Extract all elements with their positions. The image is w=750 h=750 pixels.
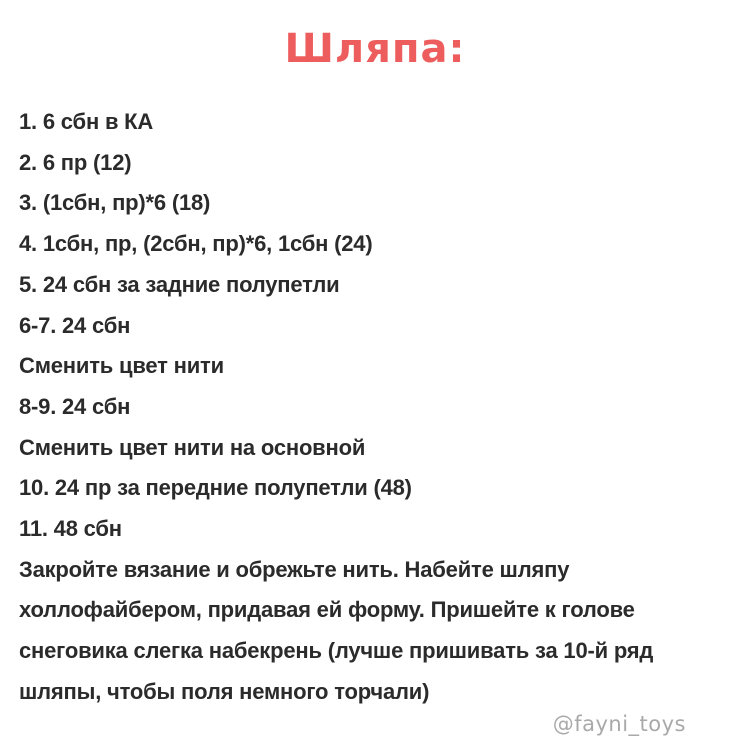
instruction-line: Сменить цвет нити на основной [19, 434, 366, 460]
instruction-line: 2. 6 пр (12) [19, 149, 132, 175]
instruction-list [19, 102, 739, 713]
instruction-line: холлофайбером, придавая ей форму. Пришейте к голове [19, 597, 635, 623]
instruction-line: 3. (1сбн, пр)*6 (18) [19, 190, 211, 216]
instruction-line: 8-9. 24 сбн [19, 393, 131, 419]
instruction-line: снеговика слегка набекрень (лучше пришивать за 10-й ряд [19, 638, 654, 664]
instruction-line: 5. 24 сбн за задние полупетли [19, 271, 340, 297]
instruction-line: 1. 6 сбн в КА [19, 109, 154, 134]
instruction-line: 11. 48 сбн [19, 516, 122, 542]
instruction-line: 4. 1сбн, пр, (2сбн, пр)*6, 1сбн (24) [19, 231, 373, 257]
instruction-line: Сменить цвет нити [19, 353, 224, 379]
instruction-line: Закройте вязание и обрежьте нить. Набейте шляпу [19, 556, 570, 582]
instruction-line: 6-7. 24 сбн [19, 312, 131, 338]
instruction-line: шляпы, чтобы поля немного торчали) [19, 678, 430, 704]
page-title: Шляпа: [284, 26, 466, 72]
watermark: @fayni_toys [552, 712, 686, 736]
instruction-line: 10. 24 пр за передние полупетли (48) [19, 475, 412, 501]
